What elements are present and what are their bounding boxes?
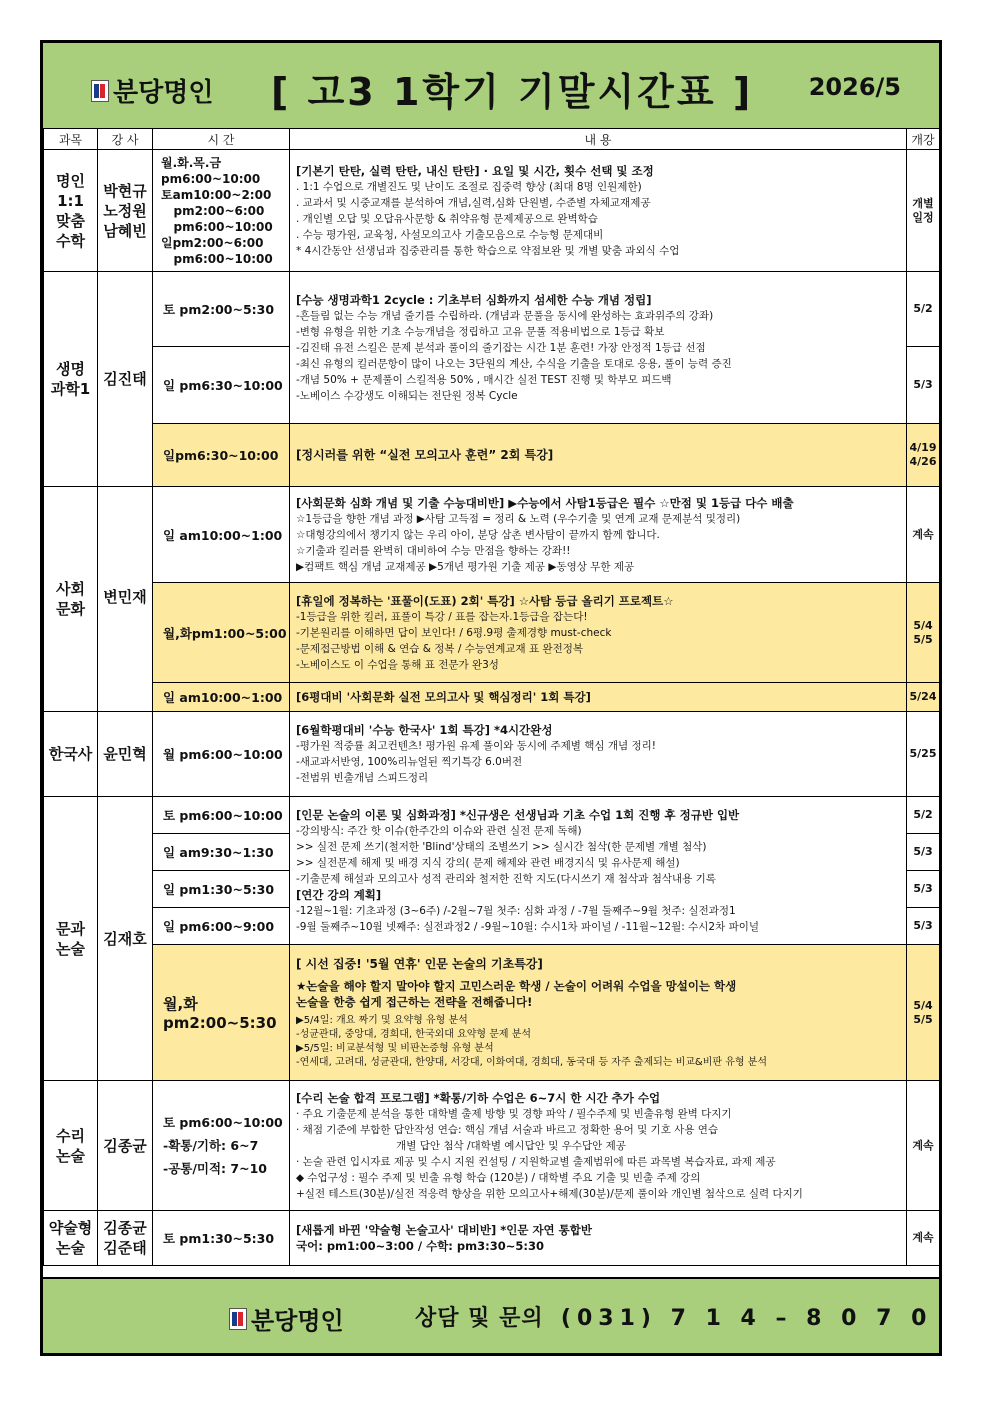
table-row [44,945,940,1081]
start-cell: 5/3 [907,834,940,871]
teacher-cell: 박현규 노정원 남혜빈 [98,150,153,272]
table-row [44,424,940,487]
time-cell: 일 am10:00~1:00 [153,487,290,583]
teacher-cell: 윤민혁 [98,712,153,797]
subject-cell: 약술형 논술 [44,1211,98,1266]
content-cell: [수능 생명과학1 2cycle : 기초부터 심화까지 섬세한 수능 개념 정립] -흔들림 없는 수능 개념 줄기를 수립하라. (개념과 문풀을 동시에 완성하는 효과위주의 강좌) -변형 유형을 위한 기초 수능개념을 정립하고 고유 문풀 적용비법으로 1등급 확보 -김진태 유전 스킬은 문제 분석과 풀이의 줄기잡는 시간 1분 훈련! 가장 안정적 1등급 선점 -최신 유형의 킬러문항이 많이 나오는 3단원의 계산, 수식을 기출을 토대로 응용, 풀이 능력 증진 -개념 50% + 문제풀이 스킬적용 50% , 매시간 실전 TEST 진행 및 학부모 피드백 -노베이스 수강생도 이해되는 전단원 정복 Cycle [290,272,907,424]
start-cell: 계속 [907,1081,940,1211]
page-title: [ 고3 1학기 기말시간표 ] [271,70,754,114]
start-cell: 5/3 [907,908,940,945]
teacher-cell: 김종균 [98,1081,153,1211]
contact-info [415,1301,932,1332]
start-cell: 계속 [907,1211,940,1266]
time-cell: 일 am10:00~1:00 [153,683,290,712]
table-row [44,150,940,272]
time-cell: 일 pm1:30~5:30 [153,871,290,908]
teacher-cell: 변민재 [98,487,153,712]
subject-cell: 생명 과학1 [44,272,98,487]
col-teacher: 강 사 [98,129,153,150]
brand-logo-icon [229,1308,247,1330]
start-cell: 5/2 [907,272,940,347]
schedule-table [43,128,940,1266]
table-header-row [44,129,940,150]
table-row [44,583,940,683]
time-cell: 일 pm6:30~10:00 [153,347,290,424]
content-cell: [인문 논술의 이론 및 심화과정] *신규생은 선생님과 기초 수업 1회 진행 후 정규반 입반 -강의방식: 주간 핫 이슈(한주간의 이슈와 관련 실전 문제 독해) >> 실전 문제 쓰기(철저한 'Blind'상태의 조별쓰기 >> 실시간 첨삭(한 문제별 개별 첨삭) >> 실전문제 해제 및 배경 지식 강의( 문제 해제와 관련 배경지식 및 유사문제 해설) -기출문제 해설과 모의고사 성적 관리와 철저한 진학 지도(다시쓰기 재 첨삭과 첨삭내용 기록 [연간 강의 계획] -12월~1월: 기초과정 (3~6주) /-2월~7월 첫주: 심화 과정 / -7월 둘째주~9월 첫주: 실전과정1 -9월 둘째주~10월 넷째주: 실전과정2 / -9월~10월: 수시1차 파이널 / -11월~12월: 수시2차 파이널 [290,797,907,945]
header-brand: 분당명인 [113,78,214,108]
table-row [44,1081,940,1211]
content-cell: [휴일에 정복하는 '표풀이(도표) 2회' 특강] ☆사탐 등급 올리기 프로젝트☆ -1등급을 위한 킬러, 표풀이 특강 / 표를 잡는자.1등급을 잡는다! -기본원리를 이해하면 답이 보인다! / 6평.9평 출제경향 must-check -문제접근방법 이해 & 연습 & 정복 / 수능연계교재 표 완전정복 -노베이스도 이 수업을 통해 표 전문가 완3성 [290,583,907,683]
start-cell: 5/25 [907,712,940,797]
col-subject: 과목 [44,129,98,150]
footer-brand: 분당명인 [251,1307,344,1335]
timetable-frame [40,40,942,1356]
time-cell: 월 pm6:00~10:00 [153,712,290,797]
footer [43,1277,939,1353]
col-content: 내 용 [290,129,907,150]
start-cell: 4/19 4/26 [907,424,940,487]
contact-label: 상담 및 문의 [415,1306,544,1331]
start-cell: 5/4 5/5 [907,583,940,683]
start-cell: 5/2 [907,797,940,834]
start-cell: 개별 일정 [907,150,940,272]
footer-logo [229,1301,344,1336]
content-cell: [기본기 탄탄, 실력 탄탄, 내신 탄탄] · 요일 및 시간, 횟수 선택 및 조정 . 1:1 수업으로 개별진도 및 난이도 조절로 집중력 향상 (최대 8명 인원제한) . 교과서 및 시중교재를 분석하여 개념,실력,심화 단원별, 수준별 자체교재제공 . 개인별 오답 및 오답유사문항 & 취약유형 문제제공으로 완벽학습 . 수능 평가원, 교육청, 사설모의고사 기출모음으로 수능형 문제대비 * 4시간동안 선생님과 집중관리를 통한 학습으로 약점보완 및 개별 맞춤 과외식 수업 [290,150,907,272]
content-cell: [ 시선 집중! '5월 연휴' 인문 논술의 기초특강] ★논술을 해야 할지 말아야 할지 고민스러운 학생 / 논술이 어려워 수업을 망설이는 학생 논술을 한층 쉽게 접근하는 전략을 전해줍니다! ▶5/4일: 개요 짜기 및 요약형 유형 분석 -성균관대, 중앙대, 경희대, 한국외대 요약형 문제 분석 ▶5/5일: 비교분석형 및 비판논증형 유형 분석 -연세대, 고려대, 성균관대, 한양대, 서강대, 이화여대, 경희대, 동국대 등 자주 출제되는 비교&비판 유형 분석 [290,945,907,1081]
content-cell: [6평대비 '사회문화 실전 모의고사 및 핵심정리' 1회 특강] [290,683,907,712]
contact-phone: (031) 7 1 4 – 8 0 7 0 [560,1306,933,1331]
header-date: 2026/5 [808,73,901,101]
subject-cell: 한국사 [44,712,98,797]
time-cell: 월,화pm2:00~5:30 [153,945,290,1081]
start-cell: 5/3 [907,347,940,424]
time-cell: 토 pm1:30~5:30 [153,1211,290,1266]
time-cell: 토 pm2:00~5:30 [153,272,290,347]
start-cell: 5/24 [907,683,940,712]
content-cell: [6월학평대비 '수능 한국사' 1회 특강] *4시간완성 -평가원 적중률 최고컨텐츠! 평가원 유제 풀이와 동시에 주제별 핵심 개념 정리! -새교과서반영, 100%리뉴얼된 찍기특강 6.0버전 -전범위 빈출개념 스피드정리 [290,712,907,797]
start-cell: 계속 [907,487,940,583]
header-logo [91,72,213,109]
teacher-cell: 김종균 김준태 [98,1211,153,1266]
table-row [44,683,940,712]
subject-cell: 사회 문화 [44,487,98,712]
time-cell: 일 pm6:00~9:00 [153,908,290,945]
table-row [44,487,940,583]
content-cell: [정시러를 위한 “실전 모의고사 훈련” 2회 특강] [290,424,907,487]
start-cell: 5/3 [907,871,940,908]
content-cell: [사회문화 심화 개념 및 기출 수능대비반] ▶수능에서 사탐1등급은 필수 ☆만점 및 1등급 다수 배출 ☆1등급을 향한 개념 과정 ▶사탐 고득점 = 정리 & 노력 (우수기출 및 연계 교재 문제분석 및정리) ☆대형강의에서 챙기지 않는 우리 아이, 분당 삼촌 변사탐이 끝까지 함께 합니다. ☆기출과 킬러를 완벽히 대비하여 수능 만점을 향하는 강좌!! ▶컴팩트 핵심 개념 교재제공 ▶5개년 평가원 기출 제공 ▶동영상 무한 제공 [290,487,907,583]
content-cell: [새롭게 바뀐 '약술형 논술고사' 대비반] *인문 자연 통합반 국어: pm1:00~3:00 / 수학: pm3:30~5:30 [290,1211,907,1266]
col-start: 개강 [907,129,940,150]
col-time: 시 간 [153,129,290,150]
table-row [44,797,940,834]
time-cell: 토 pm6:00~10:00 [153,797,290,834]
teacher-cell: 김진태 [98,272,153,487]
start-cell: 5/4 5/5 [907,945,940,1081]
header [43,43,939,130]
time-cell: 월,화pm1:00~5:00 [153,583,290,683]
brand-logo-icon [91,80,109,102]
table-row [44,712,940,797]
content-cell: [수리 논술 합격 프로그램] *확통/기하 수업은 6~7시 한 시간 추가 수업 · 주요 기출문제 분석을 통한 대학별 출제 방향 및 경향 파악 / 필수주제 및 빈출유형 완벽 다지기 · 채점 기준에 부합한 답안작성 연습: 핵심 개념 서술과 바르고 정확한 용어 및 기호 사용 연습 개별 답안 첨삭 /대학별 예시답안 및 우수답안 제공 · 논술 관련 입시자료 제공 및 수시 지원 컨설팅 / 지원학교별 출제범위에 따른 과목별 복습자료, 과제 제공 ◆ 수업구성 : 필수 주제 및 빈출 유형 학습 (120분) / 대학별 주요 기출 및 빈출 주제 강의 +실전 테스트(30분)/실전 적응력 향상을 위한 모의고사+해제(30분)/문제 풀이와 개인별 첨삭으로 실력 다지기 [290,1081,907,1211]
time-cell: 토 pm6:00~10:00 -확통/기하: 6~7 -공통/미적: 7~10 [153,1081,290,1211]
time-cell: 일 am9:30~1:30 [153,834,290,871]
table-row [44,272,940,347]
teacher-cell: 김재호 [98,797,153,1081]
subject-cell: 명인 1:1 맞춤 수학 [44,150,98,272]
subject-cell: 수리 논술 [44,1081,98,1211]
subject-cell: 문과 논술 [44,797,98,1081]
time-cell: 월.화.목.금 pm6:00~10:00 토am10:00~2:00 pm2:00~6:00 pm6:00~10:00 일pm2:00~6:00 pm6:00~10:00 [153,150,290,272]
table-row [44,1211,940,1266]
time-cell: 일pm6:30~10:00 [153,424,290,487]
